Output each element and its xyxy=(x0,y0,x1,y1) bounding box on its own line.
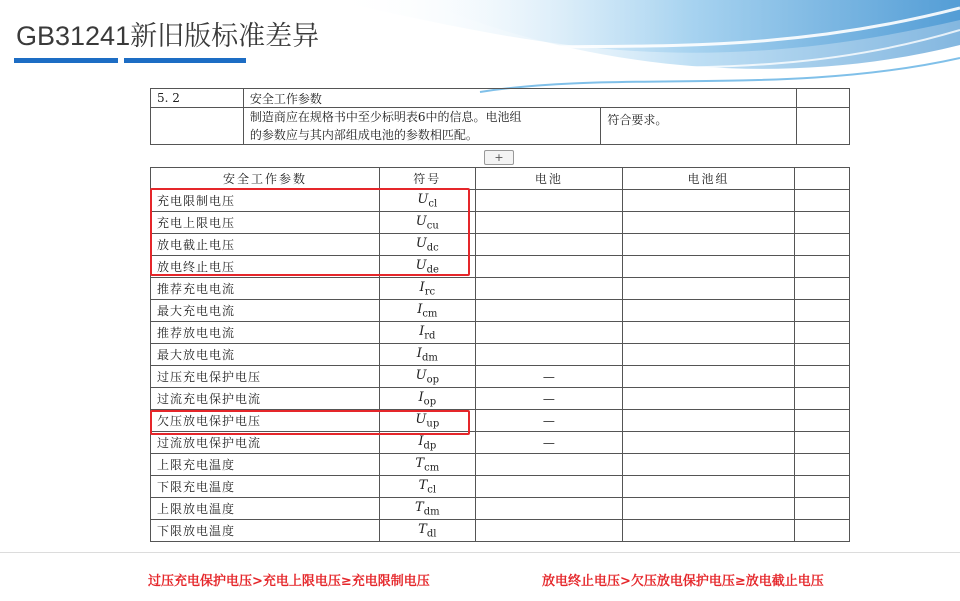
symbol-letter: I xyxy=(419,323,425,339)
battery-value: — xyxy=(475,366,623,388)
parameter-name: 上限放电温度 xyxy=(151,498,380,520)
parameter-symbol xyxy=(380,366,475,388)
table-row xyxy=(151,498,850,520)
symbol-subscript: dl xyxy=(426,528,437,540)
battery-value xyxy=(475,498,623,520)
battery-value xyxy=(475,520,623,542)
symbol-letter: T xyxy=(415,499,424,515)
symbol-letter: U xyxy=(415,257,427,273)
table-row xyxy=(151,344,850,366)
battery-pack-value xyxy=(623,212,795,234)
battery-value xyxy=(475,190,623,212)
parameter-name: 过压充电保护电压 xyxy=(151,366,380,388)
symbol-letter: T xyxy=(415,455,425,471)
clause-text xyxy=(243,108,600,145)
symbol-subscript: dm xyxy=(423,506,440,518)
parameter-symbol xyxy=(380,190,475,212)
table-row xyxy=(151,476,850,498)
symbol-letter: T xyxy=(418,477,428,493)
parameter-name: 放电终止电压 xyxy=(151,256,380,278)
slide-title: GB31241新旧版标准差异 xyxy=(16,21,320,51)
symbol-subscript: dm xyxy=(421,352,438,364)
clause-requirement: 符合要求。 xyxy=(601,108,797,145)
parameter-name: 下限充电温度 xyxy=(151,476,380,498)
symbol-subscript: cm xyxy=(424,462,440,474)
footer-divider xyxy=(0,552,960,553)
battery-pack-value xyxy=(623,454,795,476)
table-row xyxy=(151,278,850,300)
battery-value xyxy=(475,300,623,322)
battery-value xyxy=(475,234,623,256)
symbol-subscript: cl xyxy=(427,484,437,496)
table-row xyxy=(151,388,850,410)
battery-pack-value xyxy=(623,388,795,410)
battery-pack-value xyxy=(623,190,795,212)
clause-table xyxy=(150,88,850,145)
table-row xyxy=(151,234,850,256)
symbol-letter: U xyxy=(415,411,427,427)
symbol-letter: I xyxy=(418,433,424,449)
symbol-subscript: op xyxy=(426,374,439,386)
table-row xyxy=(151,322,850,344)
battery-value xyxy=(475,344,623,366)
battery-pack-value xyxy=(623,322,795,344)
battery-value xyxy=(475,322,623,344)
parameter-name: 欠压放电保护电压 xyxy=(151,410,380,432)
parameter-name: 推荐充电电流 xyxy=(151,278,380,300)
battery-pack-value xyxy=(623,300,795,322)
symbol-letter: I xyxy=(418,389,424,405)
symbol-letter: I xyxy=(416,345,422,361)
table-row xyxy=(151,520,850,542)
table-row xyxy=(151,190,850,212)
battery-value xyxy=(475,212,623,234)
symbol-subscript: up xyxy=(426,418,440,430)
parameter-symbol xyxy=(380,322,475,344)
table-header-row xyxy=(151,168,850,190)
battery-value xyxy=(475,476,623,498)
add-row-button[interactable]: + xyxy=(484,150,514,165)
parameter-symbol xyxy=(380,410,475,432)
table-row xyxy=(151,366,850,388)
parameter-name: 最大放电电流 xyxy=(151,344,380,366)
parameter-symbol xyxy=(380,476,475,498)
parameter-table xyxy=(150,167,850,542)
symbol-subscript: dc xyxy=(426,242,439,254)
battery-pack-value xyxy=(623,344,795,366)
parameter-symbol xyxy=(380,300,475,322)
symbol-letter: I xyxy=(417,301,423,317)
table-row xyxy=(151,432,850,454)
battery-value: — xyxy=(475,432,623,454)
battery-pack-value xyxy=(623,432,795,454)
parameter-name: 上限充电温度 xyxy=(151,454,380,476)
header-battery: 电池 xyxy=(475,168,623,190)
parameter-name: 推荐放电电流 xyxy=(151,322,380,344)
parameter-symbol xyxy=(380,432,475,454)
symbol-letter: I xyxy=(419,279,425,295)
parameter-symbol xyxy=(380,520,475,542)
battery-pack-value xyxy=(623,498,795,520)
battery-pack-value xyxy=(623,234,795,256)
parameter-name: 下限放电温度 xyxy=(151,520,380,542)
symbol-subscript: cm xyxy=(422,308,438,320)
symbol-letter: U xyxy=(415,213,427,229)
battery-pack-value xyxy=(623,476,795,498)
parameter-name: 充电限制电压 xyxy=(151,190,380,212)
clause-text-line-2: 的参数应与其内部组成电池的参数相匹配。 xyxy=(249,128,478,142)
symbol-letter: T xyxy=(418,521,427,537)
table-row xyxy=(151,454,850,476)
clause-text-line-1: 制造商应在规格书中至少标明表6中的信息。电池组 xyxy=(249,110,522,124)
parameter-symbol xyxy=(380,234,475,256)
symbol-letter: U xyxy=(417,191,429,207)
symbol-subscript: rd xyxy=(424,330,436,342)
battery-value: — xyxy=(475,388,623,410)
parameter-name: 放电截止电压 xyxy=(151,234,380,256)
battery-pack-value xyxy=(623,366,795,388)
symbol-subscript: rc xyxy=(424,286,436,298)
parameter-symbol xyxy=(380,256,475,278)
parameter-symbol xyxy=(380,278,475,300)
table-row xyxy=(151,256,850,278)
battery-pack-value xyxy=(623,520,795,542)
parameter-name: 充电上限电压 xyxy=(151,212,380,234)
battery-pack-value xyxy=(623,256,795,278)
symbol-subscript: dp xyxy=(423,440,437,452)
parameter-name: 最大充电电流 xyxy=(151,300,380,322)
parameter-name: 过流放电保护电流 xyxy=(151,432,380,454)
parameter-symbol xyxy=(380,388,475,410)
table-row xyxy=(151,300,850,322)
symbol-subscript: cl xyxy=(428,198,438,210)
parameter-rows xyxy=(151,190,850,542)
battery-value xyxy=(475,278,623,300)
table-row xyxy=(151,410,850,432)
table-row xyxy=(151,212,850,234)
clause-title: 安全工作参数 xyxy=(243,89,796,108)
parameter-name: 过流充电保护电流 xyxy=(151,388,380,410)
battery-pack-value xyxy=(623,410,795,432)
parameter-symbol xyxy=(380,344,475,366)
header-battery-pack: 电池组 xyxy=(623,168,795,190)
clause-number: 5. 2 xyxy=(151,89,244,108)
battery-pack-value xyxy=(623,278,795,300)
symbol-subscript: de xyxy=(426,264,439,276)
battery-value xyxy=(475,454,623,476)
parameter-symbol xyxy=(380,454,475,476)
battery-value: — xyxy=(475,410,623,432)
symbol-letter: U xyxy=(415,235,427,251)
parameter-symbol xyxy=(380,498,475,520)
header-symbol: 符号 xyxy=(380,168,475,190)
header-parameter: 安全工作参数 xyxy=(151,168,380,190)
symbol-subscript: op xyxy=(423,396,437,408)
parameter-symbol xyxy=(380,212,475,234)
note-charge-voltage-relation: 过压充电保护电压>充电上限电压≥充电限制电压 xyxy=(148,574,430,589)
symbol-subscript: cu xyxy=(426,220,439,232)
battery-value xyxy=(475,256,623,278)
note-discharge-voltage-relation: 放电终止电压>欠压放电保护电压≥放电截止电压 xyxy=(542,574,824,589)
symbol-letter: U xyxy=(415,367,427,383)
